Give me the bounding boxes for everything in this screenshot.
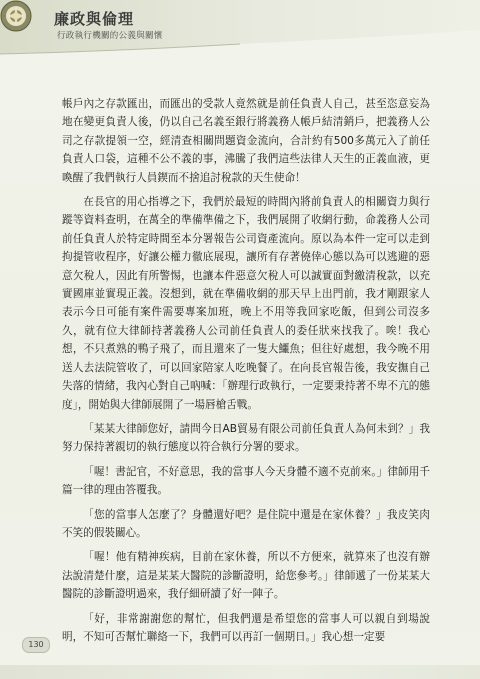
page-header — [0, 0, 480, 58]
header-subtitle: 行政執行機關的公義與關懷 — [57, 31, 163, 41]
paragraph: 帳戶內之存款匯出，而匯出的受款人竟然就是前任負責人自己，甚至恣意妄為地在變更負責人後，仍以自己名義至銀行將義務人帳戶結清銷戶，把義務人公司之存款提領一空，經清查相關問題資金流向，合計約有500多萬元入了前任負責人口袋，這種不公不義的事，沸騰了我們這些法律人天生的正義血液，更喚醒了我們執行人員鍥而不捨追討稅款的天生使命！ — [62, 98, 430, 184]
article-body — [62, 95, 430, 648]
paragraph: 「您的當事人怎麼了？身體還好吧？是住院中還是在家休養？」我皮笑肉不笑的假裝關心。 — [62, 508, 430, 539]
page-number: 130 — [22, 637, 50, 653]
paragraph: 「喔！他有精神疾病，目前在家休養，所以不方便來，就算來了也沒有辦法說清楚什麼，這是某某大醫院的診斷證明，給您參考。」律師遞了一份某某大醫院的診斷證明過來，我仔細研讀了好一陣子。 — [62, 551, 430, 601]
paragraph: 在長官的用心指導之下，我們於最短的時間內將前負責人的相關資力與行蹤等資料查明，在萬全的準備準備之下，我們展開了收網行動，命義務人公司前任負責人於特定時間至本分署報告公司資產流向。原以為本件一定可以走到拘提管收程序，好讓公權力徹底展現，讓所有存著僥倖心態以為可以逃避的惡意欠稅人，因此有所警惕，也讓本件惡意欠稅人可以誠實面對繳清稅款，以充實國庫並實現正義。沒想到，就在準備收網的那天早上出門前，我才剛跟家人表示今日可能有案件需要專案加班，晚上不用等我回家吃飯，但到公司沒多久，就有位大律師持著義務人公司前任負責人的委任狀來找我了。唉！我心想，不只煮熟的鴨子飛了，而且還來了一隻大鱷魚；但往好處想，我今晚不用送人去法院管收了，可以回家陪家人吃晚餐了。在向長官報告後，我安撫自己失落的情緒，我內心對自己吶喊：「辦理行政執行，一定要秉持著不卑不亢的態度」，開始與大律師展開了一場唇槍舌戰。 — [62, 196, 430, 411]
paragraph: 「喔！書記官，不好意思，我的當事人今天身體不適不克前來。」律師用千篇一律的理由答覆我。 — [62, 465, 430, 497]
header-title: 廉政與倫理 — [54, 10, 135, 28]
paragraph: 「某某大律師您好，請問今日AB貿易有限公司前任負責人為何未到？」我努力保持著親切的執行態度以符合執行分署的要求。 — [62, 422, 430, 454]
paragraph: 「好，非常謝謝您的幫忙，但我們還是希望您的當事人可以親自到場說明，不知可否幫忙聯絡一下，我們可以再訂一個期日。」我心想一定要 — [62, 612, 430, 643]
footer-band — [0, 665, 480, 679]
emblem-icon — [0, 0, 32, 32]
